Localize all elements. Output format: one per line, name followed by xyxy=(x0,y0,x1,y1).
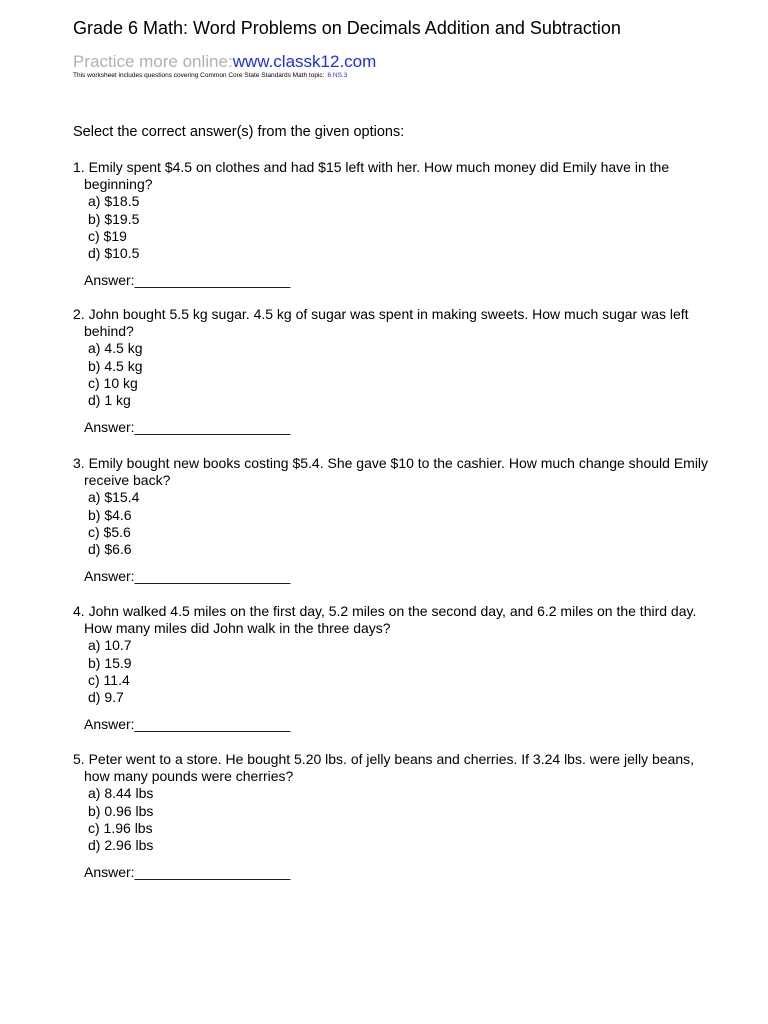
option-d: d) $6.6 xyxy=(88,541,132,558)
classk12-link[interactable]: www.classk12.com xyxy=(232,52,377,71)
standards-note xyxy=(73,71,347,80)
option-b: b) 0.96 lbs xyxy=(88,802,154,819)
option-c: c) 10 kg xyxy=(88,374,138,391)
option-b: b) 4.5 kg xyxy=(88,357,143,374)
option-c: c) $5.6 xyxy=(88,523,131,540)
option-a: a) 4.5 kg xyxy=(88,340,143,357)
option-d: d) 2.96 lbs xyxy=(88,837,154,854)
option-c: c) 1.96 lbs xyxy=(88,819,153,836)
option-b: b) 15.9 xyxy=(88,654,132,671)
option-c: c) 11.4 xyxy=(88,671,130,688)
option-a: a) 10.7 xyxy=(88,637,132,654)
question-5 xyxy=(73,751,713,881)
question-stem: 5. Peter went to a store. He bought 5.20 lbs. of jelly beans and cherries. If 3.24 lbs. were jelly beans, how many pounds were cherries? xyxy=(73,751,695,785)
answer-blank: Answer:____________________ xyxy=(84,419,291,436)
question-stem: 2. John bought 5.5 kg sugar. 4.5 kg of sugar was spent in making sweets. How much sugar was left behind? xyxy=(73,306,689,340)
standards-code-link[interactable]: 6.NS.3 xyxy=(327,72,348,79)
question-stem: 4. John walked 4.5 miles on the first day, 5.2 miles on the second day, and 6.2 miles on the third day. How many miles did John walk in the three days? xyxy=(73,603,697,637)
question-4 xyxy=(73,603,713,733)
option-d: d) 1 kg xyxy=(88,392,131,409)
standards-note-text: This worksheet includes questions covering Common Core State Standards Math topic: xyxy=(73,72,325,79)
answer-blank: Answer:____________________ xyxy=(84,272,291,289)
practice-line xyxy=(73,52,376,72)
question-2 xyxy=(73,306,713,436)
option-d: d) 9.7 xyxy=(88,689,124,706)
option-b: b) $19.5 xyxy=(88,210,140,227)
option-a: a) $18.5 xyxy=(88,193,140,210)
option-c: c) $19 xyxy=(88,227,127,244)
question-1 xyxy=(73,159,713,289)
page-title: Grade 6 Math: Word Problems on Decimals Addition and Subtraction xyxy=(73,18,621,38)
question-stem: 3. Emily bought new books costing $5.4. She gave $10 to the cashier. How much change should Emily receive back? xyxy=(73,455,709,489)
answer-blank: Answer:____________________ xyxy=(84,864,291,881)
instruction-text: Select the correct answer(s) from the given options: xyxy=(73,124,405,140)
question-3 xyxy=(73,455,713,585)
option-a: a) $15.4 xyxy=(88,489,140,506)
option-a: a) 8.44 lbs xyxy=(88,785,154,802)
answer-blank: Answer:____________________ xyxy=(84,568,291,585)
answer-blank: Answer:____________________ xyxy=(84,716,291,733)
practice-lead-text: Practice more online: xyxy=(73,52,233,71)
question-stem: 1. Emily spent $4.5 on clothes and had $15 left with her. How much money did Emily have in the beginning? xyxy=(73,159,670,193)
option-d: d) $10.5 xyxy=(88,245,140,262)
option-b: b) $4.6 xyxy=(88,506,132,523)
